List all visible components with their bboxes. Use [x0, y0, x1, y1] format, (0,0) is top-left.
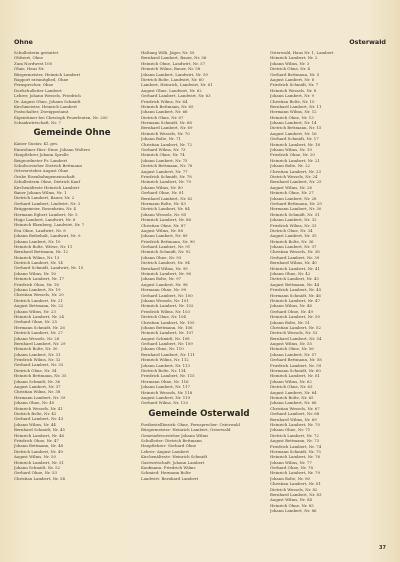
- directory-entry: Johann Ohne, Nr. 93: [141, 254, 182, 260]
- directory-entry: Christian Lambert, Nr. 81: [270, 481, 321, 487]
- directory-entry: Dietrich Ohne, Nr. 104: [141, 314, 186, 320]
- directory-entry: Bernhard Bettmann, Nr. 12: [14, 249, 68, 255]
- directory-entry: Kaiser Gustav, Kl. ges.: [14, 141, 59, 147]
- directory-entry: Dietrich Bolte, Nr. 42: [14, 411, 57, 416]
- directory-entry: Friedrich Ohne, Nr. 18: [14, 281, 59, 287]
- directory-entry: Gerhard Ohne, Nr. 25: [14, 319, 57, 325]
- directory-entry: Johann Bolte, Nr. 97: [141, 276, 182, 282]
- directory-entry: Gerhard Lambert, Nr. 68: [270, 411, 320, 417]
- directory-entry: August Lambert, Nr. 6: [270, 76, 315, 82]
- directory-entry: Johann Bettmann, Nr. 106: [141, 324, 193, 330]
- directory-entry: August Lambert, Nr. 16: [270, 130, 317, 136]
- directory-entry: Friedrich Lambert, Nr. 45: [270, 287, 322, 293]
- directory-entry: Gerhard Ohne, Nr. 49: [270, 308, 313, 314]
- directory-entry: Hermann Egbert Lambert, Nr. 5: [14, 211, 78, 217]
- directory-entry: August Lambert, Nr. 98: [141, 281, 188, 287]
- directory-entry: Johann Bolte, Nr. 80: [270, 475, 311, 481]
- directory-entry: Johann Lambert, Nr. 66: [141, 109, 188, 115]
- directory-entry: Johann Lambert, Nr. 89: [141, 233, 188, 239]
- directory-entry: Heinrich Lambert, Nr. 2: [270, 55, 318, 61]
- directory-entry: Christian Bolte, Nr. 10: [270, 98, 315, 104]
- directory-entry: Friedrich Wilms, Nr. 32: [14, 357, 61, 363]
- directory-entry: Hermann Schmidt, Nr. 75: [270, 448, 321, 454]
- directory-entry: Johann Wilms, Nr. 3: [270, 60, 310, 66]
- directory-entry: Johann Lambert, Nr. 66: [270, 400, 317, 406]
- directory-entry: Gerhard Ohne, Nr. 78: [270, 465, 313, 471]
- directory-entry: Einwohner Hier: Einw. Johann Wolters: [14, 146, 90, 152]
- directory-entry: Heinrich Ohne, Nr. 74: [141, 152, 185, 158]
- directory-entry: Schulvorsteher Dietrich Bettmann: [14, 163, 82, 169]
- directory-entry: Johann Schmidt, Nr. 52: [14, 464, 61, 470]
- directory-entry: Fernsprecher, Ohne: [14, 82, 54, 88]
- directory-entry: Gerhard Lambert, Nr. 39: [270, 254, 320, 260]
- header-right: Osterwald: [349, 38, 386, 46]
- directory-entry: August Bettmann, Nr. 44: [270, 281, 320, 287]
- directory-entry: Friedrich Ohne, Nr. 20: [270, 152, 315, 158]
- directory-entry: August Lambert, Nr. 119: [141, 395, 191, 400]
- directory-entry: Gerhard Lambert, Nr. 33: [14, 362, 64, 368]
- directory-entry: Christian Lambert, Nr. 52: [270, 324, 321, 330]
- directory-entry: Heinrich Lambert, Nr. 70: [270, 421, 321, 427]
- directory-entry: Bernhard Wilms, Nr. 40: [270, 260, 317, 266]
- directory-entry: Dorfschulleiter Lambert: [14, 87, 62, 93]
- directory-entry: Johann Lambert, Nr. 57: [270, 351, 317, 357]
- directory-entry: Heinrich Lambert, Nr. 24: [14, 313, 65, 319]
- directory-entry: Johann Lambert, Nr. 37: [270, 244, 317, 250]
- directory-entry: Gerhard Bettmann, Nr. 29: [270, 200, 322, 206]
- directory-entry: Beigeordneter Fr. Lambert: [14, 157, 68, 163]
- col3-entries: [270, 50, 386, 514]
- directory-entry: Heinrich Lambert, Nr. 21: [270, 157, 321, 163]
- directory-entry: August Lambert, Nr. 35: [270, 233, 317, 239]
- directory-entry: Gerhard Wilms, Nr. 120: [141, 400, 188, 406]
- directory-entry: Heinrich Lambert, Nr. 86: [141, 217, 192, 223]
- directory-entry: Hermann Schmidt, Nr. 68: [141, 120, 192, 126]
- directory-entry: Dietrich Bettmann, Nr. 76: [141, 163, 193, 169]
- directory-entry: Heinrich Lambert, Nr. 47: [270, 297, 321, 303]
- directory-entry: Bernhard Lambert, Nr. 69: [141, 125, 193, 131]
- page-number: 37: [379, 545, 386, 551]
- directory-entry: Heinrich Lambert, Nr. 76: [270, 454, 321, 460]
- col1-entries: [14, 141, 130, 481]
- directory-entry: Johann Lambert, Nr. 19: [14, 287, 61, 293]
- directory-entry: August Bettmann, Nr. 73: [270, 438, 320, 444]
- directory-entry: Gerhard Lambert, Landwirt, Nr. 63: [141, 93, 211, 99]
- directory-entry: Heinrich Schmidt, Nr. 31: [270, 211, 320, 217]
- directory-entry: Dietrich Lambert, Nr. 43: [270, 276, 319, 282]
- directory-entry: August Wilms, Nr. 50: [14, 454, 56, 460]
- directory-entry: Gerhard Schmidt, Nr. 17: [270, 136, 319, 142]
- directory-entry: Johann Lambert, Nr. 9: [270, 93, 315, 99]
- directory-entry: Johann Wessels, Nr. 101: [141, 297, 189, 303]
- directory-entry: Friedrich Lambert, Nr. 115: [141, 373, 195, 379]
- directory-entry: Christian Wilms, Nr. 38: [14, 389, 61, 395]
- directory-entry: Christian Lambert, Nr. 23: [270, 168, 321, 174]
- directory-entry: Ohne, Haus Nr.: [14, 66, 45, 72]
- directory-entry: Friedrich Wilms, Nr. 103: [141, 308, 190, 314]
- directory-entry: Dietrich Lambert, Nr. 72: [270, 432, 319, 438]
- directory-entry: Heinrich Ohne, Nr. 13: [270, 114, 314, 120]
- directory-entry: Bernhard Lambert, Nr. 11: [270, 103, 322, 109]
- directory-entry: Johann Lambert, Nr. 28: [270, 195, 317, 201]
- directory-entry: Hauptlehrer: Gerhard Ohne: [141, 443, 197, 449]
- directory-entry: Dietrich Wessels, Nr. 24: [270, 173, 318, 179]
- directory-entry: Johann Lambert, Nr. 32: [270, 217, 317, 223]
- directory-entry: Rapport ratsmitglied, Ohne: [14, 76, 69, 82]
- directory-entry: Heinrich Bettmann, Nr. 35: [14, 373, 67, 379]
- directory-entry: Johann Lambert, Nr. 14: [270, 120, 317, 126]
- directory-entry: Bernhard Schmidt, Nr. 45: [14, 427, 66, 433]
- directory-entry: Kirchenälteste: Heinrich Schmidt: [141, 454, 208, 460]
- col1-top-entries: [14, 50, 130, 125]
- directory-entry: Schulleiterin gestattet: [14, 50, 59, 55]
- directory-entry: Gerhard Bettmann, Nr. 58: [270, 357, 322, 363]
- directory-entry: Johann Wilms, Nr. 44: [14, 421, 56, 427]
- directory-entry: Friedrich Lambert, Nr. 59: [270, 362, 322, 368]
- directory-entry: Hermann Wilms, Nr. 12: [270, 109, 317, 115]
- directory-entry: Hermann Bolte, Nr. 83: [141, 200, 186, 206]
- directory-entry: Dietrich Lambert, Nr. 14: [14, 260, 63, 266]
- directory-entry: Dietrich Bolte, Nr. 114: [141, 368, 186, 374]
- directory-entry: Bernhard Lambert, Bauer, Nr. 56: [141, 55, 207, 61]
- directory-entry: Dietrich Lambert, Nr. 27: [14, 330, 63, 336]
- directory-entry: Hermann Schmidt, Nr. 26: [14, 324, 65, 330]
- directory-entry: Johann Lambert, Nr. 117: [141, 384, 190, 390]
- directory-entry: Heinrich Ohne, Nr. 56: [270, 346, 314, 352]
- directory-entry: Johann Wilms, Nr. 80: [141, 184, 183, 190]
- directory-entry: Heinrich Wessels, Nr. 70: [141, 130, 190, 136]
- directory-entry: Hermann Lambert, Nr. 39: [14, 394, 66, 400]
- directory-entry: Dietrich Lambert, Bauer, Nr. 2: [14, 195, 75, 201]
- directory-entry: Johann Bolte, Nr. 22: [270, 163, 311, 169]
- directory-entry: Christian Wessels, Nr. 38: [270, 249, 320, 255]
- directory-entry: Friedrich Ohne, Nr. 47: [14, 437, 59, 443]
- directory-entry: August Wilms, Nr. 84: [270, 497, 312, 503]
- directory-entry: Hugo Lambert, Landwirt, Nr. 6: [14, 216, 76, 222]
- directory-entry: Johann Wessels, Nr. 85: [141, 211, 187, 217]
- directory-entry: Heinrich Ohne, Nr. 27: [270, 190, 314, 196]
- directory-entry: Lehrer: August Lambert: [141, 448, 189, 454]
- directory-entry: Gerhard Lambert, Nr. 43: [14, 416, 64, 422]
- directory-entry: Postbestellbezirk: Ohne, Fernsprecher: Osterwald: [141, 421, 240, 427]
- directory-entry: Heinrich Wilms, Nr. 13: [14, 254, 60, 260]
- directory-entry: Heinrich Lambert, Nr. 18: [270, 141, 321, 147]
- directory-entry: Johann Lambert, Nr. 113: [141, 362, 190, 368]
- directory-entry: August Wilms, Nr. 88: [141, 227, 183, 233]
- directory-entry: Johann Wilms, Nr. 19: [270, 147, 312, 153]
- directory-entry: Eigentümer bei Christoph Feuerleuten, Nr. 200: [14, 114, 108, 120]
- directory-entry: Friedrich Bettmann, Nr. 90: [141, 238, 195, 244]
- directory-entry: Heinrich Lambert, Nr. 17: [14, 276, 65, 282]
- section-heading-ohne: Gemeinde Ohne: [33, 128, 111, 139]
- directory-entry: Dietrich Bolte, Landwirt, Nr. 60: [141, 76, 204, 82]
- directory-entry: Johann Bolte, Nr. 71: [141, 136, 182, 142]
- directory-entry: Heinrich Lambert, Nr. 96: [141, 271, 192, 277]
- directory-entry: Christian Lambert, Nr. 72: [141, 141, 192, 147]
- directory-entry: Dr. August Ohne, Johann Schmidt: [14, 98, 81, 104]
- directory-entry: Grube Eisenbahngemeinschaft: [14, 173, 75, 179]
- directory-entry: Landwirt: Bernhard Lambert: [141, 475, 199, 481]
- col2-entries: [141, 422, 257, 481]
- directory-entry: Gerhard Lambert, Nr. 100: [141, 292, 193, 298]
- directory-entry: Ortsvorsteher August Ohne: [14, 168, 69, 174]
- directory-entry: Johann Wilms, Nr. 23: [14, 308, 56, 314]
- directory-entry: Gerhard Wilms, Nr. 73: [141, 147, 186, 153]
- directory-entry: Gerhard Bettmann, Nr. 5: [270, 71, 320, 77]
- directory-entry: Heinrich Wessels, Nr. 41: [14, 405, 63, 411]
- section-heading-osterwald: Gemeinde Osterwald: [148, 408, 250, 419]
- directory-entry: Johann Schmidt, Nr. 36: [14, 378, 61, 384]
- directory-entry: Dietrich Lambert, Nr. 21: [14, 297, 63, 303]
- directory-entry: Johann Wilms, Nr. 16: [14, 270, 56, 276]
- directory-entry: Johann Lambert, Nr. 10: [14, 238, 61, 244]
- directory-entry: Dietrich Bettmann, Nr. 15: [270, 125, 322, 131]
- directory-entry: Hermann Schmidt, Nr. 46: [270, 292, 321, 298]
- directory-entry: Heinrich Ekenberg, Landwirt, Nr. 7: [14, 222, 85, 228]
- directory-entry: Hermann Ohne, Nr. 99: [141, 287, 187, 293]
- directory-entry: Bernhard Lambert, Nr. 82: [141, 195, 193, 201]
- directory-entry: Zum Nordwest 100: [14, 60, 53, 66]
- directory-entry: Bauer Johann Wilms, Nr. 1: [14, 189, 67, 195]
- directory-entry: Schmied: Hermann Bolte: [141, 470, 191, 476]
- column-1: [14, 50, 130, 481]
- directory-entry: August Lambert, Nr. 77: [141, 168, 188, 174]
- directory-entry: Eva Ohne, Landwirt, Nr. 8: [14, 227, 66, 233]
- directory-entry: Gerhard Lambert, Lindwirt, Nr. 3: [14, 200, 81, 206]
- directory-entry: Heinrich Lambert, Nr. 51: [14, 459, 65, 465]
- directory-entry: Friedrich Lambert, Nr. 74: [270, 443, 322, 449]
- directory-entry: Friedrich Wilms, Nr. 64: [141, 98, 188, 104]
- directory-entry: Heinrich Wessels, Nr. 8: [270, 87, 317, 93]
- directory-entry: Dietrich Lambert, Nr. 49: [14, 448, 63, 454]
- directory-entry: Heinrich Lambert, Nr. 102: [141, 303, 194, 309]
- directory-entry: Gerhard Schmidt, Landwirt, Nr. 15: [14, 265, 84, 271]
- directory-entry: Osterwald, Haus Nr. 1, Lambert: [270, 50, 334, 55]
- directory-entry: Lambert, Heinrich, Landwirt, Nr. 61: [141, 82, 213, 88]
- directory-entry: Heinrich Lambert, Nr. 107: [141, 330, 194, 336]
- directory-entry: Bernhard Lambert, Nr. 29: [14, 340, 66, 346]
- directory-entry: Heinrich Lambert, Nr. 79: [270, 470, 321, 476]
- directory-entry: Ohlwert, Ohne: [14, 55, 43, 61]
- directory-entry: Christian Lambert, Nr. 54: [14, 475, 65, 481]
- directory-entry: Johann Ohne, Nr. 71: [270, 427, 311, 433]
- directory-entry: Johann Lambert, Landwirt, Nr. 59: [141, 71, 208, 77]
- col2-top-entries: [141, 50, 257, 406]
- directory-entry: Bernhard Lambert, Nr. 111: [141, 351, 195, 357]
- directory-entry: Dietrich Ohne, Nr. 4: [270, 66, 311, 72]
- directory-entry: Dietrich Ohne, Nr. 67: [141, 114, 184, 120]
- directory-entry: Johann Beibehalt, Landwirt, Nr. 9: [14, 233, 81, 239]
- directory-entry: Lehrer, Johann Wessels, Friedrich: [14, 93, 81, 99]
- directory-entry: Brüggemeier, Rosenheim, Nr. 4: [14, 206, 77, 212]
- directory-entry: Heinrich Wilms, Bauer, Nr. 58: [141, 66, 201, 72]
- directory-entry: Hauptlehrer Johann Sprolle: [14, 152, 69, 158]
- directory-entry: Bürgermeister: Heinrich Lambert, Osterwald: [141, 427, 231, 433]
- directory-entry: Dietrich Wessels, Nr. 82: [270, 486, 318, 492]
- directory-entry: August Wilms, Nr. 55: [270, 341, 312, 347]
- directory-entry: August Wilms, Nr. 26: [270, 184, 312, 190]
- directory-entry: Gerhard Ohne, Nr. 53: [14, 470, 57, 476]
- directory-entry: Bernhard Lambert, Nr. 25: [270, 179, 322, 185]
- directory-entry: Hermann Ohne, Nr. 116: [141, 378, 189, 384]
- directory-entry: Schankwirtschaft, Nr. 7: [14, 120, 61, 126]
- directory-entry: Christian Lambert, Nr. 105: [141, 319, 195, 325]
- directory-entry: Johann Lambert, Nr. 31: [14, 351, 61, 357]
- directory-entry: Schulleiterin Ohne, Dietrich Kauf: [14, 179, 81, 185]
- directory-entry: Friedrich Schmidt, Nr. 7: [270, 82, 319, 88]
- directory-entry: Dietrich Ohne, Nr. 63: [270, 384, 313, 390]
- directory-entry: Bernhard Wilms, Nr. 95: [141, 265, 188, 271]
- directory-entry: August Bettmann, Nr. 22: [14, 303, 64, 309]
- directory-entry: Bernhard Lambert, Nr. 83: [270, 492, 322, 498]
- directory-entry: Heinrich Lambert, Nr. 61: [270, 373, 321, 379]
- directory-entry: Heinrich Bettmann, Nr. 65: [141, 103, 194, 109]
- directory-entry: Christian Wessels, Nr. 20: [14, 292, 64, 298]
- directory-entry: Heinrich Wessels, Nr. 118: [141, 389, 193, 395]
- directory-entry: Heinrich Lambert, Nr. 46: [14, 432, 65, 438]
- directory-entry: Christian Ohne, Nr. 87: [141, 222, 186, 228]
- directory-entry: Heinrich Bolte, Witwe, Nr. 11: [14, 243, 73, 249]
- header-left: Ohne: [14, 38, 33, 46]
- directory-entry: Postschalter, Zweigpostamt: [14, 109, 69, 115]
- directory-entry: Gerhard Lambert, Nr. 109: [141, 341, 193, 347]
- directory-entry: Gerhard Ohne, Nr. 81: [141, 190, 184, 196]
- directory-entry: Heinrich Lambert, Nr. 50: [270, 314, 321, 320]
- directory-entry: Schulleiter: Dietrich Bettmann: [141, 437, 202, 443]
- directory-entry: August Schmidt, Nr. 108: [141, 335, 190, 341]
- directory-entry: Johann Wilms, Nr. 48: [270, 303, 312, 309]
- directory-entry: Johann Wilms, Nr. 77: [270, 459, 312, 465]
- directory-entry: Kirchmeister, Heinrich Lambert: [14, 103, 77, 109]
- directory-entry: Kaufmann: Friedrich Wilms: [141, 464, 196, 470]
- directory-entry: Heinrich Schmidt, Nr. 92: [141, 249, 191, 255]
- directory-entry: Johann Ohne, Nr. 40: [14, 400, 55, 406]
- column-3: [270, 50, 386, 514]
- directory-entry: Heinrich Ohne, Landwirt, Nr. 57: [141, 60, 206, 66]
- directory-entry: Johann Lambert, Nr. 75: [141, 157, 188, 163]
- directory-entry: Bürgermeister, Heinrich Lambert: [14, 71, 81, 77]
- directory-entry: Hermann Lambert, Nr. 30: [270, 206, 322, 212]
- directory-entry: Heinrich Ohne, Nr. 85: [270, 502, 314, 508]
- directory-entry: August Lambert, Nr. 64: [270, 389, 317, 395]
- directory-entry: Johann Bettmann, Nr. 48: [14, 443, 64, 449]
- directory-entry: Dietrich Wessels, Nr. 53: [270, 330, 318, 336]
- directory-entry: Dietrich Lambert, Nr. 94: [141, 260, 190, 266]
- directory-entry: Johann Lambert, Nr. 86: [270, 508, 317, 514]
- directory-entry: Gastwirtschaft: Johann Lambert: [141, 459, 205, 465]
- column-2: [141, 50, 257, 481]
- directory-entry: Kirchenälteste Heinrich Lambert: [14, 184, 80, 190]
- directory-entry: Dietrich Ohne, Nr. 34: [270, 227, 313, 233]
- directory-entry: Johann Ohne, Nr. 42: [270, 271, 311, 277]
- directory-entry: Heinrich Lambert, Nr. 41: [270, 265, 321, 271]
- directory-entry: Johann Wessels, Nr. 28: [14, 335, 60, 341]
- directory-entry: August Ohne, Landwirt, Nr. 62: [141, 87, 202, 93]
- directory-entry: Gemeindevorsteher Johann Wilms: [141, 432, 209, 438]
- directory-entry: Heinrich Wilms, Nr. 112: [141, 357, 189, 363]
- directory-entry: Gerhard Lambert, Nr. 91: [141, 244, 191, 250]
- directory-entry: Heinrich Lambert, Nr. 79: [141, 179, 192, 185]
- directory-entry: Johann Ohne, Nr. 110: [141, 346, 184, 352]
- directory-entry: Johann Bolte, Nr. 51: [270, 319, 311, 325]
- directory-entry: Heinrich Bolte, Nr. 30: [14, 346, 58, 352]
- directory-entry: Dietrich Ohne, Nr. 34: [14, 367, 57, 373]
- directory-entry: Bernhard Wilms, Nr. 69: [270, 416, 317, 422]
- directory-entry: Heinrich Bolte, Nr. 36: [270, 238, 314, 244]
- directory-entry: Johann Wilms, Nr. 62: [270, 378, 312, 384]
- directory-entry: August Lambert, Nr. 37: [14, 384, 61, 390]
- directory-entry: Bernhard Lambert, Nr. 54: [270, 335, 322, 341]
- directory-entry: Christian Wessels, Nr. 67: [270, 405, 320, 411]
- directory-entry: Friedrich Schmidt, Nr. 78: [141, 173, 192, 179]
- directory-entry: Dietrich Lambert, Nr. 84: [141, 206, 190, 212]
- directory-entry: Hermann Schmidt, Nr. 60: [270, 368, 321, 374]
- directory-entry: Haltung Wilh. Jäger, Nr. 55: [141, 50, 195, 55]
- directory-entry: Heinrich Bolte, Nr. 65: [270, 395, 314, 400]
- directory-entry: Friedrich Wilms, Nr. 33: [270, 222, 317, 228]
